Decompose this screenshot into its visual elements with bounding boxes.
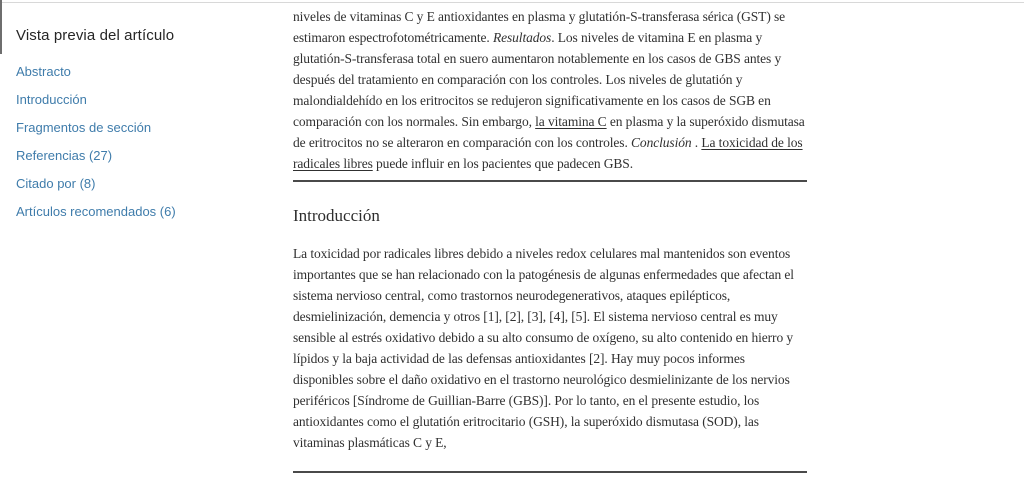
italic-run: Resultados	[492, 30, 552, 45]
text-run: La toxicidad por radicales libres debido a niveles redox celulares mal mantenidos son eventos importantes que se han relacionado con la patogénesis de algunas enfermedades que afectan el sistema nervioso central, como trastornos neurodegenerativos, ataques epilépticos, desmielinización, demencia y otros [1], [2], [3], [4], [5]. El sistema nervioso central es muy sensible al estrés oxidativo debido a su alto consumo de oxígeno, su alto contenido en hierro y lípidos y la baja actividad de las defensas antioxidantes [2]. Hay muy pocos informes disponibles sobre el daño oxidativo en el trastorno neurológico desmielinizante de los nervios periféricos [Síndrome de Guillian-Barre (GBS)]. Por lo tanto, en el presente estudio, los antioxidantes como el glutatión eritrocitario (GSH), la superóxido dismutasa (SOD), las vitaminas plasmáticas C y E,	[293, 246, 794, 450]
inline-topic-link[interactable]: La toxicidad de los radicales libres	[293, 135, 803, 171]
section-divider	[293, 180, 807, 182]
text-run: niveles de vitaminas C y E antioxidantes en plasma y glutatión-S-transferasa sérica (GST) se estimaron espectrofotométricamente.	[293, 9, 786, 45]
intro-heading: Introducción	[293, 206, 380, 225]
sidebar-item-citado-por[interactable]: Citado por (8)	[16, 176, 96, 191]
abstract-text	[293, 6, 807, 174]
bottom-divider	[293, 471, 807, 473]
sidebar-item-abstracto[interactable]: Abstracto	[16, 64, 71, 79]
text-run: puede influir en los pacientes que padecen GBS.	[372, 156, 633, 171]
text-run: . Los niveles de vitamina E en plasma y glutatión-S-transferasa total en suero aumentaron notablemente en los casos de GBS antes y después del tratamiento en comparación con los controles. Los niveles de glutatión y malondialdehído en los eritrocitos se redujeron significativamente en los casos de SGB en comparación con los normales. Sin embargo,	[293, 30, 782, 129]
italic-run: Conclusión	[631, 135, 692, 150]
sidebar-item-articulos-recomendados[interactable]: Artículos recomendados (6)	[16, 204, 176, 219]
text-run: .	[691, 135, 702, 150]
top-divider	[0, 2, 1024, 3]
sidebar-item-introduccion[interactable]: Introducción	[16, 92, 87, 107]
inline-topic-link[interactable]: la vitamina C	[535, 114, 607, 129]
article-preview-content	[293, 6, 807, 473]
intro-text	[293, 243, 807, 453]
sidebar-nav	[16, 58, 276, 226]
left-edge-mark	[0, 0, 2, 54]
article-preview-sidebar	[16, 27, 276, 226]
sidebar-item-fragmentos-de-seccion[interactable]: Fragmentos de sección	[16, 120, 152, 135]
sidebar-item-referencias[interactable]: Referencias (27)	[16, 148, 113, 163]
text-run: en plasma y la superóxido dismutasa de eritrocitos no se alteraron en comparación con los controles.	[293, 114, 805, 150]
sidebar-title: Vista previa del artículo	[16, 27, 175, 44]
